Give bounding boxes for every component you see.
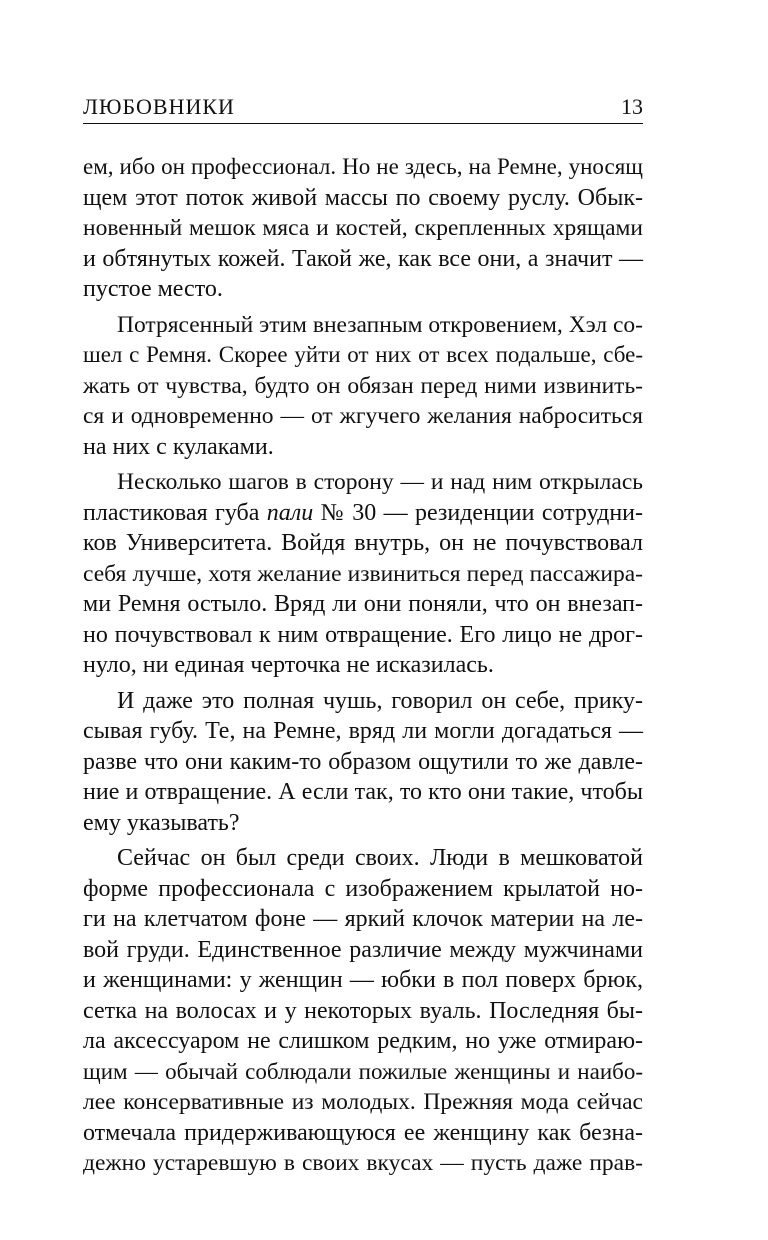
text-fragment: № 30 — резиденции сотрудни- bbox=[313, 499, 643, 526]
text-line: жать от чувства, будто он обязан перед ними извинить- bbox=[83, 372, 643, 399]
text-line: и обтянутых кожей. Такой же, как все они, а значит — bbox=[83, 245, 643, 272]
text-line: Несколько шагов в сторону — и над ним открылась bbox=[117, 469, 643, 495]
paragraph-5 bbox=[83, 843, 643, 1179]
text-line: щим — обычай соблюдали пожилые женщины и наибо- bbox=[83, 1058, 643, 1084]
text-line: ем, ибо он профессионал. Но не здесь, на Ремне, уносящ bbox=[83, 154, 643, 179]
text-line: лее консервативные из молодых. Прежняя мода сейчас bbox=[83, 1089, 643, 1115]
text-line: себя лучше, хотя желание извиниться перед пассажира- bbox=[83, 560, 643, 587]
text-line: Сейчас он был среди своих. Люди в мешковатой bbox=[117, 845, 643, 871]
text-line: шел с Ремня. Скорее уйти от них от всех подальше, сбе- bbox=[83, 342, 643, 367]
text-line: дежно устаревшую в своих вкусах — пусть даже прав- bbox=[83, 1150, 643, 1176]
running-title: ЛЮБОВНИКИ bbox=[83, 94, 235, 119]
text-line: сывая губу. Те, на Ремне, вряд ли могли догадаться — bbox=[83, 718, 643, 744]
body-text bbox=[83, 152, 643, 1184]
page-number: 13 bbox=[621, 94, 643, 119]
italic-term: пали bbox=[266, 499, 314, 526]
text-line: ние и отвращение. А если так, то кто они такие, чтобы bbox=[83, 779, 643, 805]
paragraph-2 bbox=[83, 310, 643, 463]
text-line: ему указывать? bbox=[83, 809, 240, 836]
text-line: ми Ремня остыло. Вряд ли они поняли, что он внезап- bbox=[83, 591, 643, 617]
text-line: новенный мешок мяса и костей, скрепленных хрящами bbox=[83, 215, 643, 241]
text-line: сетка на волосах и у некоторых вуаль. Последняя бы- bbox=[83, 997, 643, 1024]
text-line: И даже это полная чушь, говорил он себе, прику- bbox=[117, 687, 643, 714]
header-rule bbox=[83, 123, 643, 124]
text-fragment: пластиковая губа bbox=[83, 499, 267, 526]
text-line: форме профессионала с изображением крылатой но- bbox=[83, 875, 643, 902]
text-line: и женщинами: у женщин — юбки в пол поверх брюк, bbox=[83, 967, 643, 993]
text-line: ла аксессуаром не слишком редким, но уже отмираю- bbox=[83, 1028, 643, 1054]
paragraph-1 bbox=[83, 152, 643, 305]
text-line: ков Университета. Войдя внутрь, он не почувствовал bbox=[83, 530, 643, 556]
text-line-with-italic bbox=[83, 498, 643, 529]
text-line: вой груди. Единственное различие между мужчинами bbox=[83, 936, 643, 963]
paragraph-4 bbox=[83, 686, 643, 839]
text-line: нуло, ни единая черточка не исказилась. bbox=[83, 652, 494, 678]
text-line: на них с кулаками. bbox=[83, 433, 274, 460]
text-line: но почувствовал к ним отвращение. Его лицо не дрог- bbox=[83, 621, 643, 648]
text-line: ги на клетчатом фоне — яркий клочок материи на ле- bbox=[83, 906, 643, 932]
text-line: отмечала придерживающуюся ее женщину как безна- bbox=[83, 1119, 643, 1146]
text-line: пустое место. bbox=[83, 276, 223, 302]
page-header bbox=[83, 92, 643, 122]
text-line: Потрясенный этим внезапным откровением, Хэл со- bbox=[117, 311, 643, 338]
text-line: ся и одновременно — от жгучего желания наброситься bbox=[83, 403, 643, 429]
text-line: щем этот поток живой массы по своему руслу. Обык- bbox=[83, 184, 643, 211]
text-line: разве что они каким-то образом ощутили то же давле- bbox=[83, 748, 643, 775]
paragraph-3 bbox=[83, 467, 643, 681]
